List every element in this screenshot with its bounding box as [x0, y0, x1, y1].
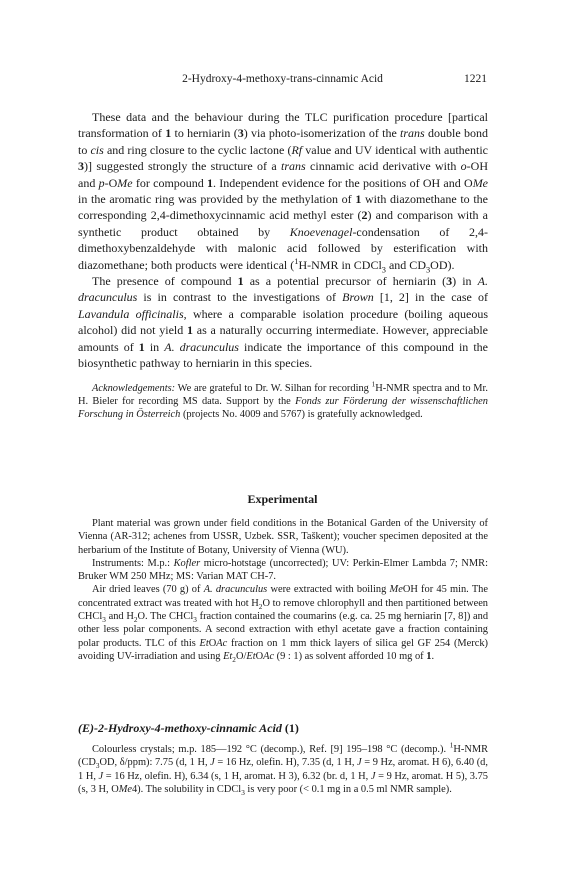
text-run: is in contrast to the investigations of	[137, 290, 343, 305]
experimental-heading: Experimental	[247, 492, 318, 506]
intro-section	[78, 109, 488, 421]
text-run: = 9 Hz, aromat. H 6), 6.40 (d, 1 H,	[78, 757, 488, 782]
text-run: 3	[102, 616, 106, 625]
text-run: cinnamic acid derivative with	[305, 159, 461, 174]
text-run: cis	[90, 142, 104, 157]
text-run: Et	[246, 650, 256, 662]
text-run: 3	[193, 616, 197, 625]
text-run: -OH and	[78, 159, 488, 190]
page-number: 1221	[464, 73, 487, 85]
text-run: micro-hotstage (uncorrected); UV: Perkin-Elmer Lambda 7; NMR: Bruker WM 250 MHz; MS: Varian MAT CH-7.	[78, 557, 488, 583]
text-run: 3	[381, 265, 386, 275]
experimental-plant-material	[78, 517, 488, 557]
text-run: Me	[118, 783, 132, 795]
text-run: Colourless crystals; m.p. 185—192 °C (decomp.), Ref. [9] 195–198 °C (decomp.).	[92, 744, 450, 755]
acknowledgements	[78, 382, 488, 422]
experimental-procedure	[78, 583, 488, 663]
compound-section	[78, 743, 488, 796]
text-run: indicate the importance of this compound in the biosynthetic pathway to herniarin in this species.	[78, 339, 489, 371]
text-run: -condensation of 2,4-dimethoxybenzaldehyde with malonic acid followed by esterification with diazomethane; both products were identical (	[78, 224, 488, 272]
compound-heading	[78, 721, 299, 736]
compound-name: (E)-2-Hydroxy-4-methoxy-cinnamic Acid	[78, 721, 282, 735]
text-run: ) in	[452, 274, 478, 289]
text-run: 1	[294, 256, 299, 266]
text-run: Brown	[342, 290, 374, 305]
text-run: Lavandula officinalis	[78, 306, 184, 321]
text-run: 1	[371, 380, 376, 389]
text-run: J	[357, 757, 362, 769]
text-run: for compound	[132, 175, 208, 190]
text-run: We are grateful to Dr. W. Silhan for recording	[175, 382, 372, 394]
text-run: Et	[223, 650, 233, 662]
running-header	[0, 73, 565, 89]
text-run: fraction on 1 mm thick layers of silica gel GF 254 (Merck) avoiding UV-irradiation and using	[78, 637, 488, 662]
text-run: Fonds zur Förderung der wissenschaftlichen Forschung in Österreich	[78, 395, 488, 421]
text-run: as a potential precursor of herniarin (	[243, 274, 447, 289]
text-run: Air dried leaves (70 g) of	[92, 584, 204, 596]
text-run: O	[208, 637, 217, 649]
compound-number: (1)	[284, 721, 299, 735]
experimental-instruments	[78, 557, 488, 584]
text-run: OD).	[430, 257, 455, 272]
text-run: 1	[426, 650, 432, 662]
text-run: with diazomethane to the corresponding 2,4-dimethoxycinnamic acid methyl ester (	[78, 192, 488, 223]
text-run: 1	[355, 192, 362, 207]
text-run: as a naturally occurring intermediate. However, appreciable amounts of	[78, 323, 488, 354]
text-run: ) via photo-isomerization of the	[243, 126, 401, 141]
text-run: Knoevenagel	[289, 224, 353, 239]
text-run: 1	[449, 741, 454, 750]
text-run: Et	[199, 637, 209, 649]
text-run: 1	[237, 274, 244, 289]
text-run: , where a comparable isolation procedure (boiling aqueous alcohol) did not yield	[78, 306, 488, 338]
text-run: is very poor (< 0.1 mg in a 0.5 ml NMR sample).	[244, 783, 452, 795]
text-run: fraction contained the coumarins (e.g. ca. 25 mg herniarin [7, 8]) and other less polar components. A second extraction with ethyl acetate gave a fraction containing polar products. TLC of this	[78, 611, 489, 649]
text-run: H-NMR in CDCl	[298, 257, 382, 272]
text-run: Me	[117, 175, 133, 190]
text-run: Me	[389, 584, 403, 596]
text-run: J	[98, 770, 104, 782]
text-run: to herniarin (	[171, 126, 238, 141]
text-run: were extracted with boiling	[267, 584, 390, 596]
compound-description	[78, 743, 488, 796]
text-run: 3	[78, 159, 84, 174]
text-run: ) and comparison with a synthetic product obtained by	[78, 208, 489, 239]
text-run: double bond to	[78, 126, 488, 157]
experimental-section	[78, 517, 488, 663]
text-run: 3	[446, 274, 453, 289]
text-run: 3	[241, 788, 245, 797]
text-run: = 9 Hz, aromat. H 5), 3.75 (s, 3 H, O	[78, 770, 488, 795]
text-run: Plant material was grown under field conditions in the Botanical Garden of the University of Vienna (AR-312; achenes from USSR, Uzbek. SSR, Taškent); voucher specimen deposited at the herbarium of the Institute of Botany, University of Vienna (WU).	[78, 518, 488, 556]
text-run: [1, 2] in the case of	[373, 290, 488, 305]
text-run: and CD	[385, 257, 426, 272]
text-run: O/	[235, 650, 247, 662]
text-run: trans	[281, 159, 306, 174]
text-run: A. dracunculus	[78, 274, 488, 305]
text-run: and H	[105, 611, 134, 623]
text-run: J	[370, 770, 376, 782]
text-run: 3	[425, 265, 431, 275]
text-run: 1	[187, 323, 193, 338]
text-run: Instruments: M.p.:	[92, 557, 174, 569]
text-run: Kofler	[173, 557, 201, 569]
text-run: J	[210, 757, 215, 769]
text-run: 3	[237, 126, 244, 141]
text-run: 2	[258, 602, 263, 611]
intro-paragraph-1	[78, 109, 488, 273]
text-run: OH for 45 min. The concentrated extract was treated with hot H	[78, 584, 488, 609]
text-run: . Independent evidence for the positions of OH and O	[213, 175, 473, 190]
text-run: (projects No. 4009 and 5767) is gratefully acknowledged.	[180, 409, 423, 421]
text-run: 4). The solubility in CDCl	[131, 783, 242, 795]
text-run: in the aromatic ring was provided by the methylation of	[78, 192, 356, 207]
text-run: -O	[104, 175, 118, 190]
text-run: A. dracunculus	[164, 339, 239, 354]
text-run: (9 : 1) as solvent afforded 10 mg of	[274, 650, 427, 662]
text-run: The presence of compound	[92, 274, 238, 289]
text-run: p	[98, 175, 105, 190]
text-run: H-NMR (CD	[78, 744, 488, 769]
text-run: 2	[361, 208, 368, 223]
text-run: O	[255, 650, 264, 662]
text-run: These data and the behaviour during the TLC purification procedure [partical transformation of	[78, 110, 488, 141]
text-run: and ring closure to the cyclic lactone (	[103, 142, 292, 157]
text-run: Ac	[263, 650, 275, 662]
text-run: in	[144, 339, 165, 354]
text-run: O. The CHCl	[137, 611, 194, 623]
text-run: 1	[138, 339, 145, 354]
text-run: 2	[133, 616, 138, 625]
text-run: A. dracunculus	[203, 584, 268, 596]
text-run: .	[431, 650, 435, 662]
text-run: Me	[472, 175, 489, 190]
running-title: 2-Hydroxy-4-methoxy-trans-cinnamic Acid	[182, 73, 383, 85]
text-run: 2	[232, 656, 236, 665]
text-run: value and UV identical with authentic	[302, 142, 488, 157]
text-run: )] suggested strongly the structure of a	[84, 159, 281, 174]
text-run: 3	[95, 762, 100, 771]
text-run: Ac	[216, 637, 228, 649]
text-run: Rf	[291, 142, 303, 157]
text-run: o	[460, 159, 467, 174]
text-run: H-NMR spectra and to Mr. H. Bieler for recording MS data. Support by the	[78, 382, 488, 407]
intro-paragraph-2	[78, 273, 488, 371]
text-run: trans	[400, 126, 425, 141]
text-run: 1	[165, 126, 172, 141]
text-run: O to remove chlorophyll and then partitioned between CHCl	[78, 597, 488, 623]
text-run: OD, δ/ppm): 7.75 (d, 1 H,	[99, 757, 211, 769]
text-run: 1	[207, 175, 214, 190]
text-run: = 16 Hz, olefin. H), 6.34 (s, 1 H, aromat. H 3), 6.32 (br. d, 1 H,	[103, 770, 371, 782]
text-run: Acknowledgements:	[92, 382, 176, 394]
text-run: = 16 Hz, olefin. H), 7.35 (d, 1 H,	[214, 757, 358, 769]
